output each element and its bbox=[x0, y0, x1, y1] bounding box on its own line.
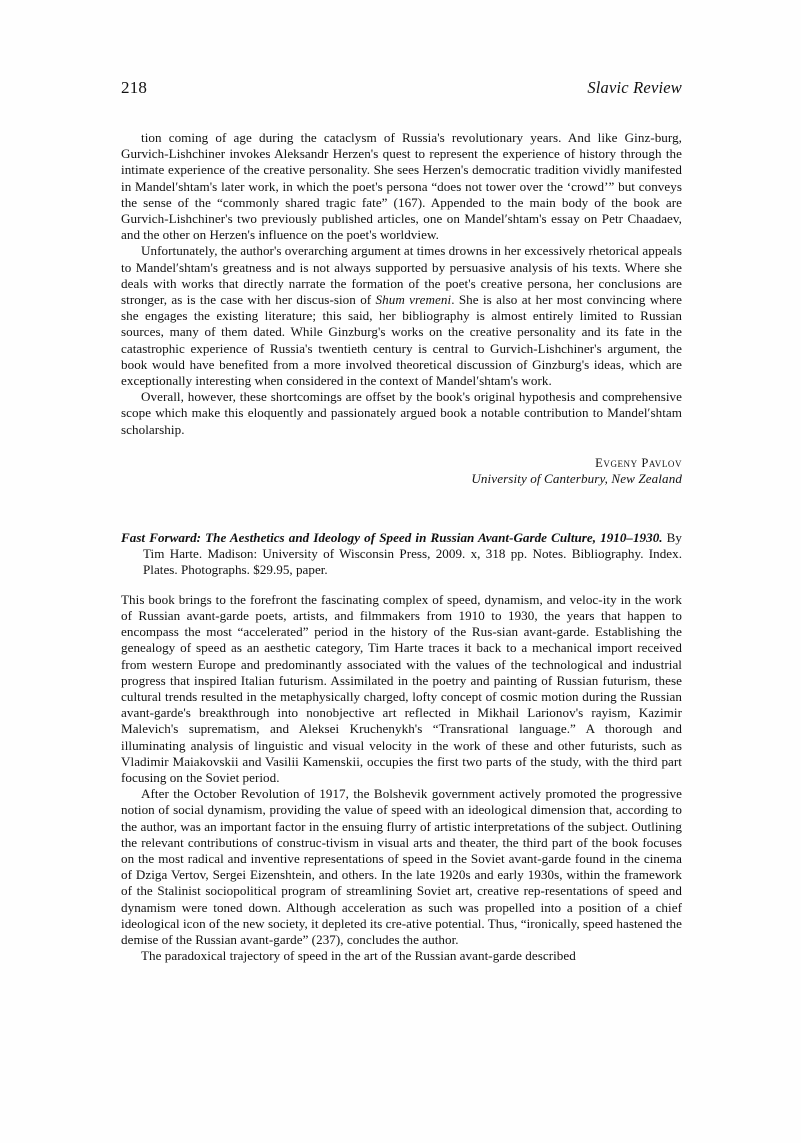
reviewer-signature bbox=[121, 455, 682, 488]
reviewer-name: Evgeny Pavlov bbox=[595, 455, 682, 470]
paragraph-text-lead: Unfortunately, the author's overarching argument at times drowns in her excessively rhetorical appeals to Mandel′shtam's greatness and is not always supported by persuasive analysis of his texts. Where she deals with works that directly narrate the formation of the poet's creative persona, her conclusions are stronger, as is the case with her discus-sion of bbox=[121, 243, 682, 308]
journal-title: Slavic Review bbox=[587, 78, 682, 97]
book-title: Fast Forward: The Aesthetics and Ideology of Speed in Russian Avant-Garde Culture, 1910–1930. bbox=[121, 530, 663, 546]
review-one-paragraph-1: tion coming of age during the cataclysm of Russia's revolutionary years. And like Ginz-burg, Gurvich-Lishchiner invokes Aleksandr Herzen's quest to represent the experience of history through the intimate experience of the creative personality. She sees Herzen's democratic tradition vividly manifested in Mandel′shtam's later work, in which the poet's persona “does not tower over the ‘crowd’” but conveys the sense of the “commonly shared tragic fate” (167). Appended to the main body of the book are Gurvich-Lishchiner's two previously published articles, one on Mandel′shtam's essay on Petr Chaadaev, and the other on Herzen's influence on the poet's worldview. bbox=[121, 130, 682, 243]
review-one-paragraph-3: Overall, however, these shortcomings are offset by the book's original hypothesis and comprehensive scope which make this eloquently and passionately argued book a notable contribution to Mandel′shtam scholarship. bbox=[121, 389, 682, 437]
review-two-paragraph-2: After the October Revolution of 1917, the Bolshevik government actively promoted the progressive notion of social dynamism, providing the value of speed with an ideological dimension that, according to the author, was an important factor in the ensuing flurry of artistic interpretations of the subject. Outlining the relevant contributions of construc-tivism in visual arts and theater, the third part of the book focuses on the most radical and inventive representations of speed in the Soviet avant-garde found in the cinema of Dziga Vertov, Sergei Eizenshtein, and others. In the late 1920s and early 1930s, within the framework of the Stalinist sociopolitical program of streamlining Soviet art, creative rep-resentations of speed and dynamism were toned down. Although acceleration as such was propelled into a position of a chief ideological icon of the new society, it depleted its cre-ative potential. Thus, “ironically, speed hastened the demise of the Russian avant-garde” (237), concludes the author. bbox=[121, 786, 682, 948]
review-two-paragraph-1: This book brings to the forefront the fascinating complex of speed, dynamism, and veloc-ity in the work of Russian avant-garde poets, artists, and filmmakers from 1910 to 1930, the years that happen to encompass the most “accelerated” period in the history of the Rus-sian avant-garde. Establishing the genealogy of speed as an aesthetic category, Tim Harte traces it back to a mechanical import received from western Europe and predominantly associated with the values of the technological and industrial progress that inspired Italian futurism. Assimilated in the poetry and painting of Russian futurism, these cultural trends resulted in the metaphysically charged, lofty concept of cosmic motion during the Russian avant-garde's breakthrough into nonobjective art reflected in Mikhail Larionov's rayism, Kazimir Malevich's suprematism, and Aleksei Kruchenykh's “Transrational language.” A thorough and illuminating analysis of linguistic and visual velocity in the work of these and other futurists, such as Vladimir Maiakovskii and Vasilii Kamenskii, occupies the first two parts of the study, with the third part focusing on the Soviet period. bbox=[121, 591, 682, 785]
reviewer-affiliation: University of Canterbury, New Zealand bbox=[471, 471, 682, 487]
body-text-block bbox=[121, 130, 682, 964]
review-two-paragraph-3: The paradoxical trajectory of speed in the art of the Russian avant-garde described bbox=[141, 948, 576, 964]
running-head bbox=[121, 78, 682, 98]
cited-work-title: Shum vremeni bbox=[375, 292, 452, 308]
page-number: 218 bbox=[121, 78, 148, 97]
book-imprint: By Tim Harte. Madison: University of Wisconsin Press, 2009. x, 318 pp. Notes. Bibliography. Index. Plates. Photographs. $29.95, paper. bbox=[143, 530, 682, 578]
paragraph-text-tail: . She is also at her most convincing where she engages the existing literature; this said, her bibliography is almost entirely limited to Russian sources, many of them dated. While Ginzburg's works on the creative personality and its fate in the catastrophic experience of Russia's twentieth century is central to Gurvich-Lishchiner's argument, the book would have benefited from a more involved theoretical discussion of Ginzburg's ideas, which are exceptionally interesting when considered in the context of Mandel′shtam's work. bbox=[121, 292, 682, 389]
review-one-paragraph-2 bbox=[121, 243, 682, 389]
book-citation bbox=[121, 530, 682, 579]
